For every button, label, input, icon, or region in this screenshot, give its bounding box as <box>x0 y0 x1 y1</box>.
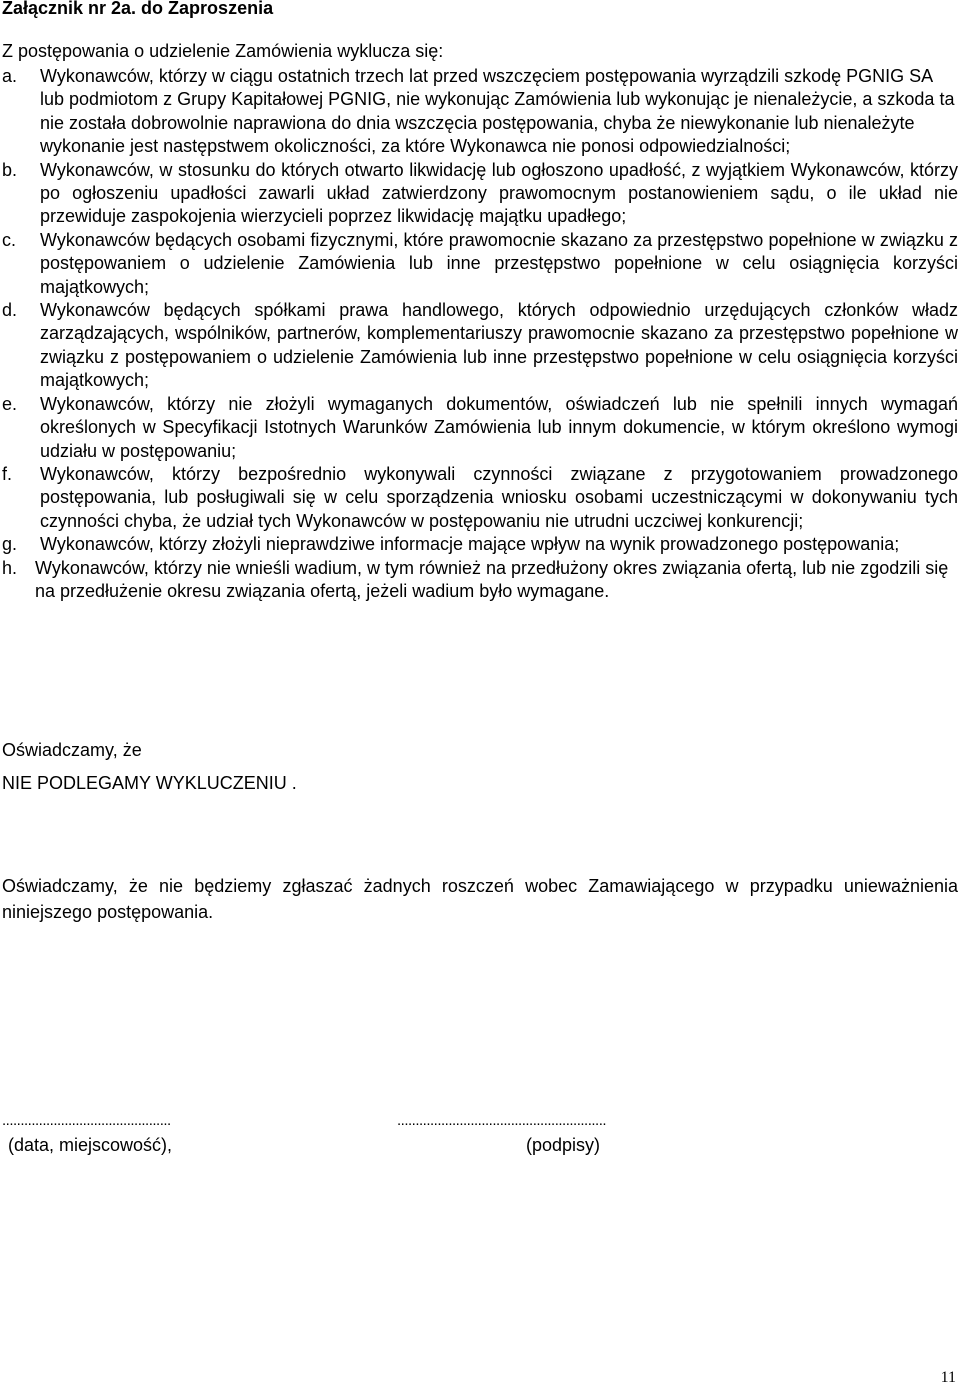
signature-dotted-line: ......................................................... <box>397 1112 607 1129</box>
list-item-text: Wykonawców, którzy bezpośrednio wykonywali czynności związane z przygotowaniem prowadzonego postępowania, lub posługiwali się w celu sporządzenia wniosku osobami uczestniczącymi w dokonywaniu tych czynności chyba, że udział tych Wykonawców w postępowaniu nie utrudni uczciwej konkurencji; <box>40 463 958 531</box>
list-item-c <box>2 229 958 299</box>
list-item-d <box>2 299 958 393</box>
list-marker: e. <box>2 393 18 414</box>
list-item-b <box>2 159 958 229</box>
list-item-f <box>2 463 958 533</box>
intro-text: Z postępowania o udzielenie Zamówienia wyklucza się: <box>2 41 444 61</box>
list-item-text: Wykonawców, którzy nie wnieśli wadium, w tym również na przedłużony okres związania ofertą, lub nie zgodzili się na przedłużenie okresu związania ofertą, jeżeli wadium było wymagane. <box>35 557 949 601</box>
statement-value: NIE PODLEGAMY WYKLUCZENIU . <box>2 773 297 793</box>
list-item-g <box>2 533 958 556</box>
list-item-text: Wykonawców będących spółkami prawa handlowego, których odpowiednio urzędujących członków władz zarządzających, wspólników, partnerów, komplementariuszy prawomocnie skazano za przestępstwo popełnione w związku z postępowaniem o udzielenie Zamówienia lub inne przestępstwo popełnione w celu osiągnięcia korzyści majątkowych; <box>40 300 958 391</box>
date-place-label: (data, miejscowość), <box>8 1135 173 1155</box>
list-marker: f. <box>2 463 13 484</box>
page-number: 11 <box>940 1369 956 1386</box>
list-item-h <box>2 557 958 604</box>
document-title: Załącznik nr 2a. do Zaproszenia <box>2 0 274 18</box>
list-item-text: Wykonawców, którzy w ciągu ostatnich trzech lat przed wszczęciem postępowania wyrządzili szkodę PGNIG SA lub podmiotom z Grupy Kapitałowej PGNIG, nie wykonując Zamówienia lub wykonując je nienależycie, a szkoda ta nie została dobrowolnie naprawiona do dnia wszczęcia postępowania, chyba że niewykonanie lub nienależyte wykonanie jest następstwem okoliczności, za które Wykonawca nie ponosi odpowiedzialności; <box>40 66 955 157</box>
list-marker: g. <box>2 534 18 555</box>
list-marker: c. <box>2 229 17 250</box>
list-item-text: Wykonawców będących osobami fizycznymi, które prawomocnie skazano za przestępstwo popełnione w związku z postępowaniem o udzielenie Zamówienia lub inne przestępstwo popełnione w celu osiągnięcia korzyści majątkowych; <box>40 229 958 297</box>
list-item-text: Wykonawców, w stosunku do których otwarto likwidację lub ogłoszono upadłość, z wyjątkiem Wykonawców, którzy po ogłoszeniu upadłości zawarli układ zatwierdzony prawomocnym postanowieniem sądu, o ile układ nie przewiduje zaspokojenia wierzycieli poprzez likwidację majątku upadłego; <box>40 159 958 227</box>
date-place-dotted-line: .............................................. <box>2 1112 171 1129</box>
list-marker: a. <box>2 66 18 86</box>
exclusion-list <box>2 65 958 603</box>
signature-label: (podpisy) <box>526 1135 601 1155</box>
list-marker: b. <box>2 159 18 180</box>
list-item-text: Wykonawców, którzy złożyli nieprawdziwe informacje mające wpływ na wynik prowadzonego postępowania; <box>40 534 900 555</box>
list-item-e <box>2 393 958 463</box>
list-item-text: Wykonawców, którzy nie złożyli wymaganych dokumentów, oświadczeń lub nie spełnili innych wymagań określonych w Specyfikacji Istotnych Warunków Zamówienia lub innym dokumencie, w którym określono wymogi udziału w postępowaniu; <box>40 393 958 461</box>
list-marker: d. <box>2 300 18 321</box>
statement-label: Oświadczamy, że <box>2 740 142 760</box>
list-item-a <box>2 65 958 159</box>
statement-no-claims: Oświadczamy, że nie będziemy zgłaszać żadnych roszczeń wobec Zamawiającego w przypadku unieważnienia niniejszego postępowania. <box>2 876 958 922</box>
list-marker: h. <box>2 557 18 578</box>
